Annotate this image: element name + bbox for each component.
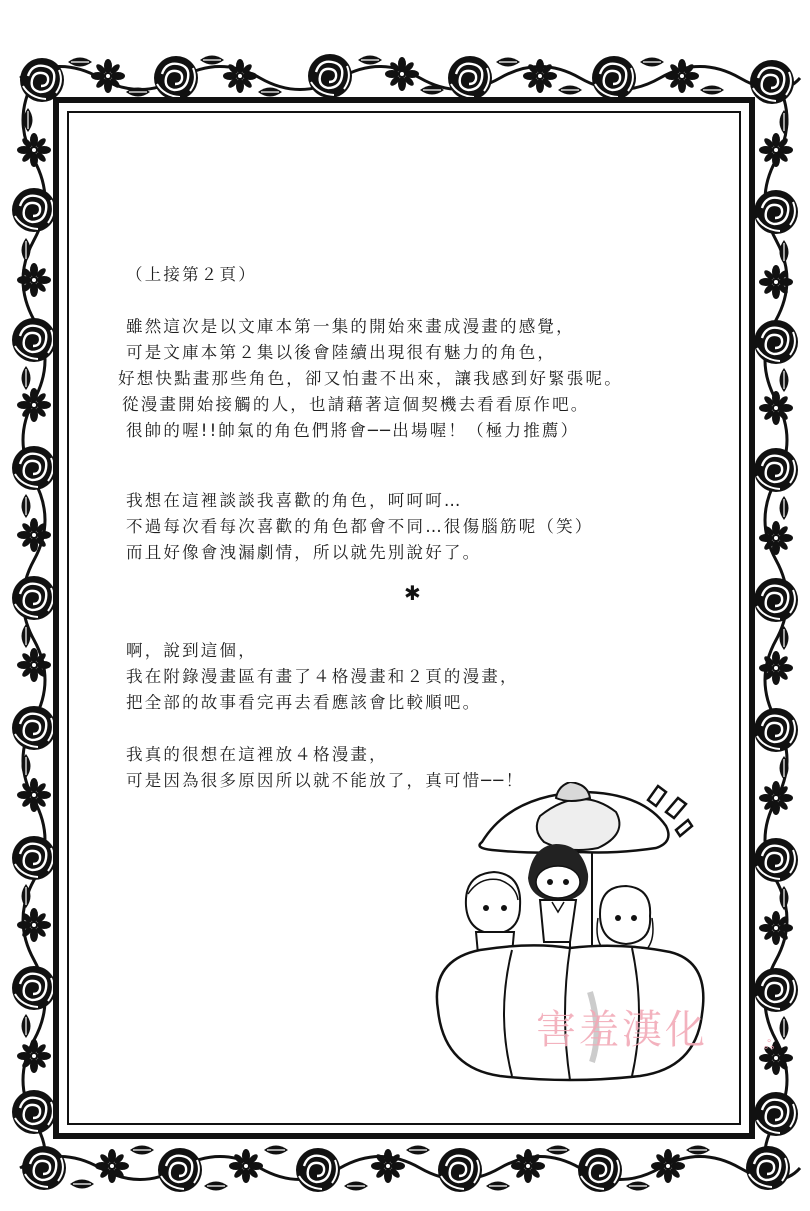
text-line: 可是文庫本第２集以後會陸續出現很有魅力的角色，: [126, 343, 557, 362]
text-line: 啊，說到這個，: [126, 641, 257, 660]
text-line: 很帥的喔!!帥氣的角色們將會──出場喔！（極力推薦）: [126, 421, 580, 440]
text-line: （上接第２頁）: [126, 265, 257, 284]
text-line: 把全部的故事看完再去看應該會比較順吧。: [126, 693, 482, 712]
text-line: 不過每次看每次喜歡的角色都會不同…很傷腦筋呢（笑）: [126, 517, 594, 536]
text-line: 可是因為很多原因所以就不能放了，真可惜──！: [126, 771, 525, 790]
watermark-text: 害羞漢化: [536, 1007, 708, 1053]
watermark-mark: ஃ: [764, 1038, 775, 1053]
text-line: 好想快點畫那些角色，卻又怕畫不出來，讓我感到好緊張呢。: [118, 369, 623, 388]
text-line: 我想在這裡談談我喜歡的角色，呵呵呵…: [126, 491, 463, 510]
text-line: 從漫畫開始接觸的人，也請藉著這個契機去看看原作吧。: [122, 395, 590, 414]
text-line: 我在附錄漫畫區有畫了４格漫畫和２頁的漫畫，: [126, 667, 519, 686]
text-line: 我真的很想在這裡放４格漫畫，: [126, 745, 388, 764]
text-line: 而且好像會洩漏劇情，所以就先別說好了。: [126, 543, 482, 562]
asterisk-icon: ✱: [404, 581, 421, 605]
text-line: 雖然這次是以文庫本第一集的開始來畫成漫畫的感覺，: [126, 317, 575, 336]
